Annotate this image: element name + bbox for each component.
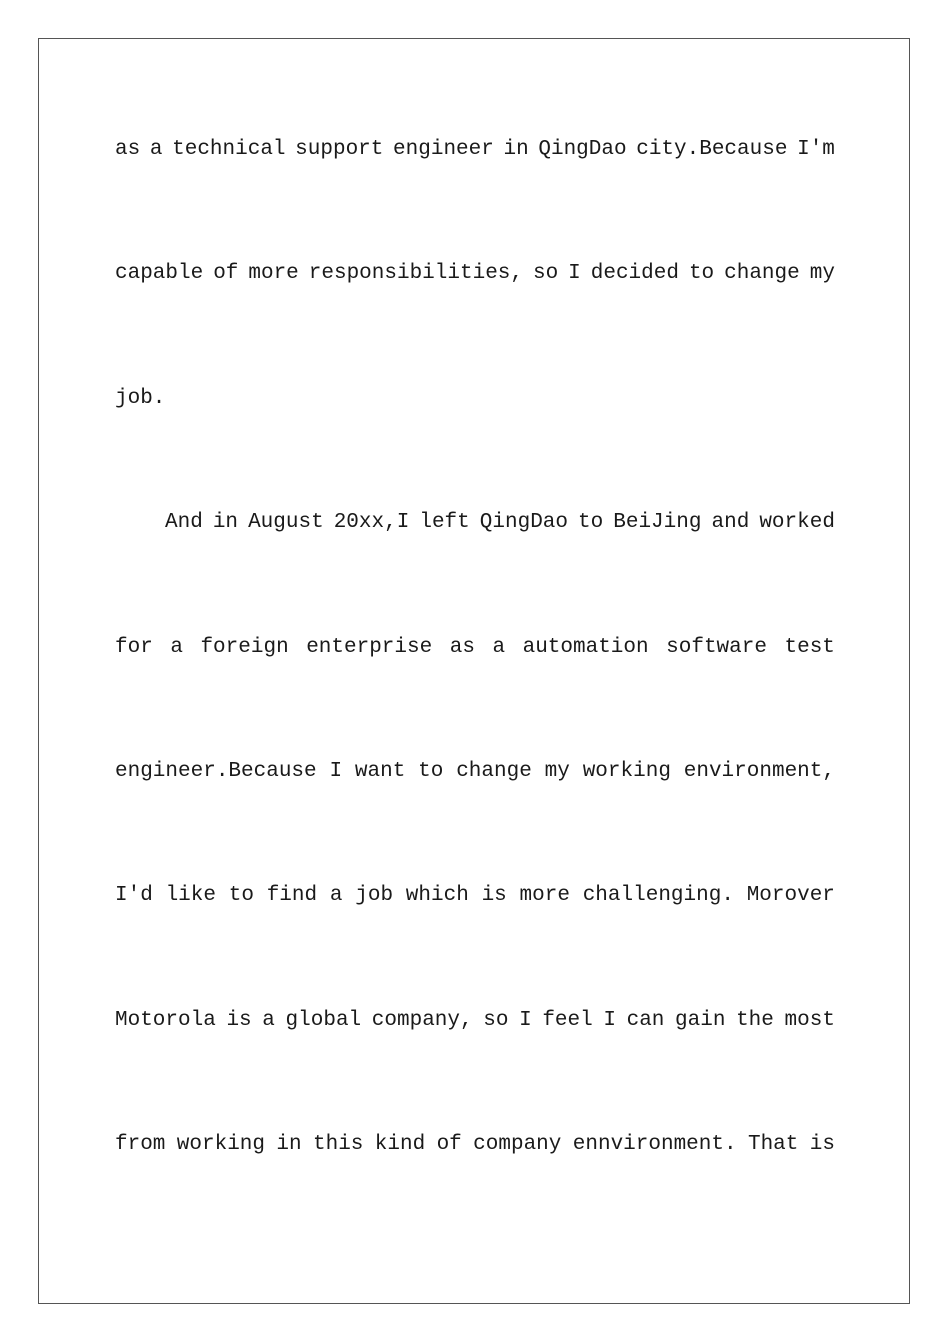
word: in (276, 1133, 302, 1156)
text-line-4 (165, 508, 835, 538)
word: in (503, 138, 529, 161)
text-line-7 (115, 881, 835, 911)
word: worked (759, 511, 835, 534)
word: most (784, 1009, 835, 1032)
word: a (262, 1009, 275, 1032)
word: this (312, 1133, 364, 1156)
word: support (295, 138, 384, 161)
word: Morover (746, 884, 835, 907)
text-line-9 (115, 1130, 835, 1160)
word: technical (172, 138, 286, 161)
word: is (226, 1009, 252, 1032)
word: is (809, 1133, 835, 1156)
word: responsibilities, (308, 262, 524, 285)
text-line-5 (115, 633, 835, 663)
word: foreign (200, 636, 289, 659)
word: I (519, 1009, 532, 1032)
text-line-6 (115, 757, 835, 787)
word: which (405, 884, 469, 907)
word: 20xx,I (333, 511, 410, 534)
word: Motorola (115, 1009, 216, 1032)
word: global (285, 1009, 362, 1032)
word: automation (522, 636, 649, 659)
word: find (266, 884, 318, 907)
word: like (165, 884, 216, 907)
word: and (711, 511, 750, 534)
word: QingDao (538, 138, 627, 161)
word: to (688, 262, 715, 285)
text-line-3: job. (115, 387, 166, 410)
word: BeiJing (613, 511, 702, 534)
word: for (115, 636, 153, 659)
word: I (329, 760, 343, 783)
word: to (228, 884, 254, 907)
word: working (582, 760, 671, 783)
word: a (492, 636, 506, 659)
word: in (212, 511, 239, 534)
word: a (329, 884, 343, 907)
word: environment, (683, 760, 835, 783)
word: challenging. (582, 884, 734, 907)
word: more (248, 262, 299, 285)
word: I (603, 1009, 616, 1032)
text-line-2 (115, 259, 835, 289)
word: can (626, 1009, 665, 1032)
word: working (176, 1133, 266, 1156)
word: I'd (115, 884, 153, 907)
word: want (354, 760, 406, 783)
word: to (418, 760, 444, 783)
word: from (115, 1133, 166, 1156)
word: left (419, 511, 470, 534)
word: of (436, 1133, 462, 1156)
word: so (483, 1009, 509, 1032)
word: test (784, 636, 835, 659)
word: a (149, 138, 163, 161)
word: software (666, 636, 767, 659)
word: feel (542, 1009, 593, 1032)
word: engineer.Because (115, 760, 317, 783)
word: of (213, 262, 239, 285)
word: QingDao (479, 511, 568, 534)
word: gain (675, 1009, 726, 1032)
text-line-1 (115, 135, 835, 165)
word: decided (590, 262, 679, 285)
word: And (165, 511, 203, 534)
word: city.Because (636, 138, 788, 161)
text-line-8 (115, 1006, 835, 1036)
word: enterprise (306, 636, 433, 659)
word: job (355, 884, 394, 907)
word: capable (115, 262, 204, 285)
word: company (473, 1133, 562, 1156)
word: I'm (797, 138, 835, 161)
word: kind (374, 1133, 426, 1156)
word: is (481, 884, 507, 907)
word: change (456, 760, 532, 783)
page-frame (38, 38, 910, 1304)
word: the (736, 1009, 774, 1032)
word: change (724, 262, 800, 285)
word: engineer (393, 138, 494, 161)
word: as (115, 138, 141, 161)
word: to (578, 511, 604, 534)
word: as (449, 636, 475, 659)
word: my (544, 760, 570, 783)
word: August (248, 511, 324, 534)
word: a (170, 636, 183, 659)
word: my (809, 262, 835, 285)
word: so (532, 262, 559, 285)
word: That (747, 1133, 799, 1156)
word: company, (371, 1009, 473, 1032)
word: more (519, 884, 570, 907)
word: ennvironment. (572, 1133, 737, 1156)
word: I (568, 262, 581, 285)
